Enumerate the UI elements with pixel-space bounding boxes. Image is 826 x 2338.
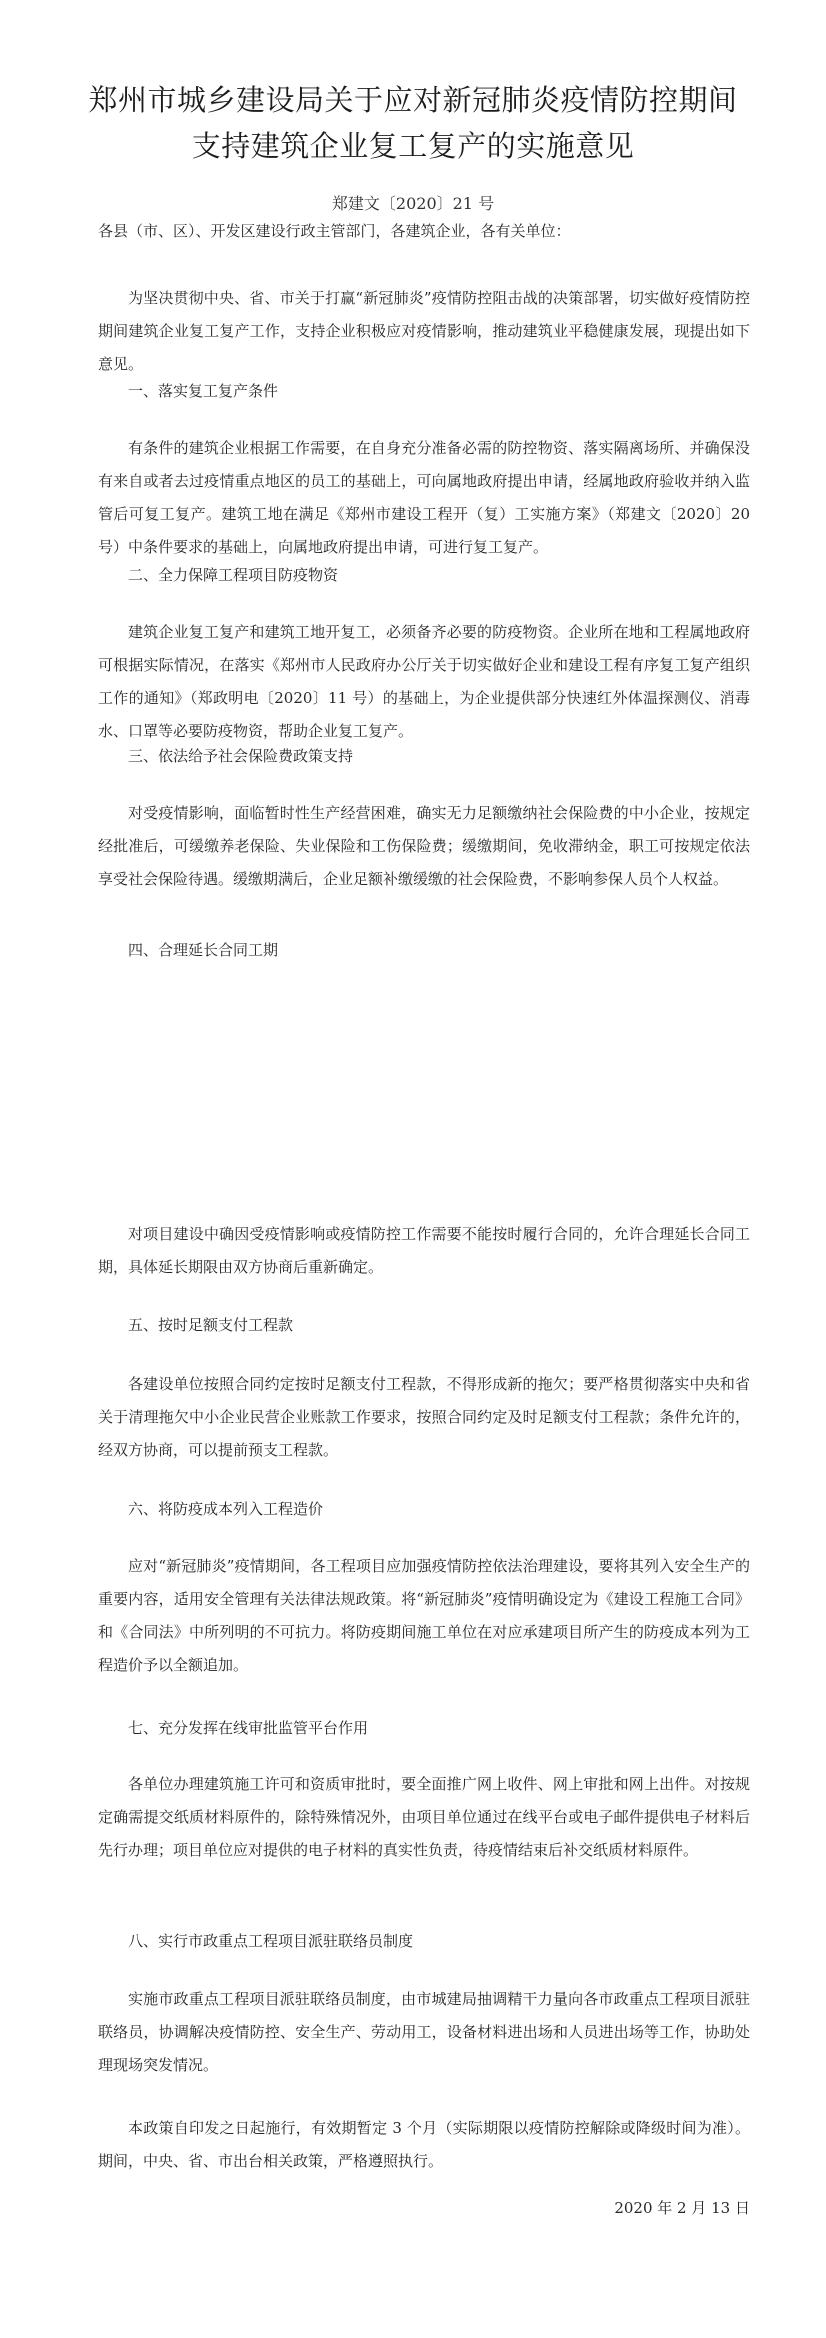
document-title-line-1: 郑州市城乡建设局关于应对新冠肺炎疫情防控期间 — [88, 83, 738, 117]
closing-paragraph: 本政策自印发之日起施行，有效期暂定 3 个月（实际期限以疫情防控解除或降级时间为准）。期间，中央、省、市出台相关政策，严格遵照执行。 — [98, 2119, 750, 2170]
section-heading-8: 八、实行市政重点工程项目派驻联络员制度 — [128, 1932, 414, 1950]
section-body-2: 建筑企业复工复产和建筑工地开复工，必须备齐必要的防疫物资。企业所在地和工程属地政府可根据实际情况，在落实《郑州市人民政府办公厅关于切实做好企业和建设工程有序复工复产组织工作的通知》（郑政明电〔2020〕11 号）的基础上，为企业提供部分快速红外体温探测仪、消毒水、口罩等必要防疫物资，帮助企业复工复产。 — [98, 623, 750, 740]
section-body-8: 实施市政重点工程项目派驻联络员制度，由市城建局抽调精干力量向各市政重点工程项目派驻联络员，协调解决疫情防控、安全生产、劳动用工，设备材料进出场和人员进出场等工作，协助处理现场突发情况。 — [98, 1990, 750, 2074]
document-title-line-2: 支持建筑企业复工复产的实施意见 — [191, 129, 635, 163]
intro-paragraph: 为坚决贯彻中央、省、市关于打赢“新冠肺炎”疫情防控阻击战的决策部署，切实做好疫情防控期间建筑企业复工复产工作，支持企业积极应对疫情影响，推动建筑业平稳健康发展，现提出如下意见。 — [98, 289, 750, 373]
section-body-3: 对受疫情影响，面临暂时性生产经营困难，确实无力足额缴纳社会保险费的中小企业，按规定经批准后，可缓缴养老保险、失业保险和工伤保险费；缓缴期间，免收滞纳金，职工可按规定依法享受社会保险待遇。缓缴期满后，企业足额补缴缓缴的社会保险费，不影响参保人员个人权益。 — [98, 804, 750, 888]
section-body-7: 各单位办理建筑施工许可和资质审批时，要全面推广网上收件、网上审批和网上出件。对按规定确需提交纸质材料原件的，除特殊情况外，由项目单位通过在线平台或电子邮件提供电子材料后先行办理；项目单位应对提供的电子材料的真实性负责，待疫情结束后补交纸质材料原件。 — [98, 1775, 750, 1859]
document-number: 郑建文〔2020〕21 号 — [331, 194, 495, 213]
section-heading-7: 七、充分发挥在线审批监管平台作用 — [128, 1719, 369, 1737]
section-body-4: 对项目建设中确因受疫情影响或疫情防控工作需要不能按时履行合同的，允许合理延长合同工期，具体延长期限由双方协商后重新确定。 — [98, 1225, 750, 1276]
section-body-1: 有条件的建筑企业根据工作需要，在自身充分准备必需的防控物资、落实隔离场所、并确保没有来自或者去过疫情重点地区的员工的基础上，可向属地政府提出申请，经属地政府验收并纳入监管后可复工复产。建筑工地在满足《郑州市建设工程开（复）工实施方案》（郑建文〔2020〕20 号）中条件要求的基础上，向属地政府提出申请，可进行复工复产。 — [98, 439, 750, 556]
section-body-6: 应对“新冠肺炎”疫情期间，各工程项目应加强疫情防控依法治理建设，要将其列入安全生产的重要内容，适用安全管理有关法律法规政策。将“新冠肺炎”疫情明确设定为《建设工程施工合同》和《合同法》中所列明的不可抗力。将防疫期间施工单位在对应承建项目所产生的防疫成本列为工程造价予以全额追加。 — [98, 1557, 750, 1674]
section-heading-4: 四、合理延长合同工期 — [128, 941, 279, 959]
section-heading-5: 五、按时足额支付工程款 — [128, 1316, 294, 1334]
section-heading-6: 六、将防疫成本列入工程造价 — [128, 1500, 324, 1518]
issue-date: 2020 年 2 月 13 日 — [614, 2199, 750, 2217]
section-heading-3: 三、依法给予社会保险费政策支持 — [128, 747, 354, 765]
section-heading-1: 一、落实复工复产条件 — [128, 382, 279, 400]
section-heading-2: 二、全力保障工程项目防疫物资 — [128, 566, 339, 584]
addressee: 各县（市、区）、开发区建设行政主管部门，各建筑企业，各有关单位： — [98, 222, 571, 240]
section-body-5: 各建设单位按照合同约定按时足额支付工程款，不得形成新的拖欠；要严格贯彻落实中央和省关于清理拖欠中小企业民营企业账款工作要求，按照合同约定及时足额支付工程款；条件允许的，经双方协商，可以提前预支工程款。 — [98, 1375, 750, 1459]
